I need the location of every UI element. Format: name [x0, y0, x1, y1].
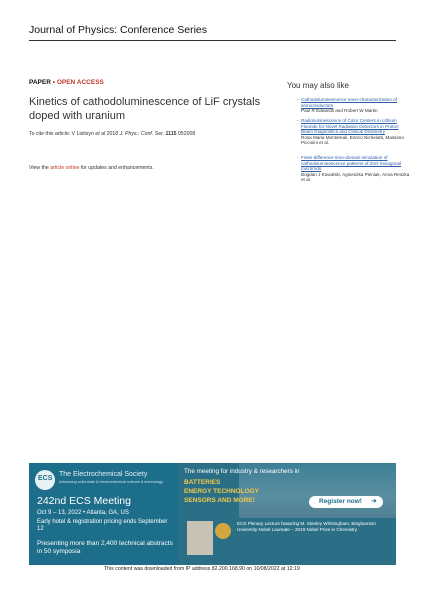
abstracts-count: Presenting more than 2,400 technical abstracts in 50 symposia	[37, 540, 173, 555]
journal-name: Journal of Physics: Conference Series	[29, 24, 208, 36]
bullet-icon: -	[297, 155, 299, 160]
article-title: Kinetics of cathodoluminescence of LiF crystals doped with uranium	[29, 96, 261, 122]
related-item-authors: Bogdan J Kowalski, Agnieszka Pieniak, Anna Reszka et al.	[301, 171, 410, 183]
early-pricing: Early hotel & registration pricing ends September 12	[37, 519, 168, 532]
speaker-portrait	[187, 521, 213, 555]
highlight-energy: ENERGY TECHNOLOGY	[184, 488, 260, 495]
register-label: Register now!	[319, 497, 362, 505]
related-item	[297, 118, 411, 146]
article-online-link[interactable]: article online	[50, 165, 80, 171]
cite-etal: et al	[95, 131, 106, 137]
view-online-line	[29, 165, 269, 171]
related-item-title[interactable]: Finite-difference time-domain simulation of cathodoluminescence patterns of ZnO hexagonal microrods	[301, 155, 402, 172]
paper-label: PAPER	[29, 79, 51, 86]
cite-volume: 1115	[164, 131, 177, 137]
arrow-right-icon: ➜	[371, 498, 377, 505]
view-suffix: for updates and enhancements.	[79, 165, 154, 171]
open-access-label: OPEN ACCESS	[56, 79, 104, 86]
citation	[29, 131, 269, 137]
bullet-icon: -	[297, 118, 299, 123]
related-item	[297, 155, 411, 183]
view-prefix: View the	[29, 165, 51, 171]
register-now-button[interactable]	[309, 496, 383, 508]
related-heading: You may also like	[287, 81, 349, 90]
highlight-sensors: SENSORS AND MORE!	[184, 497, 255, 504]
cite-number: 052008	[176, 131, 196, 137]
related-item-title[interactable]: Cathodoluminescence nano-characterization of semiconductors	[301, 97, 398, 108]
ecs-advert-banner[interactable]	[29, 463, 396, 565]
related-item-authors: Paul R Edwards and Robert W Martin	[301, 108, 378, 114]
nobel-medal-icon	[215, 523, 231, 539]
cite-prefix: To cite this article: V Lisitsyn	[29, 131, 96, 137]
society-title: The Electrochemical Society	[59, 471, 148, 478]
society-name	[59, 471, 169, 484]
cite-journal: J. Phys.: Conf. Ser.	[119, 131, 165, 137]
badge-separator: •	[50, 79, 57, 86]
ecs-logo-text: ECS	[38, 475, 53, 482]
download-footer: This content was downloaded from IP address 82.200.168.90 on 10/08/2022 at 12:19	[104, 566, 300, 572]
ecs-logo	[35, 470, 55, 490]
meeting-dates: Oct 9 – 13, 2022 • Atlanta, GA, US	[37, 510, 129, 516]
society-subtitle: Advancing solid state & electrochemical science & technology	[59, 479, 163, 484]
banner-right-panel	[179, 463, 396, 565]
banner-tagline: The meeting for industry & researchers in	[184, 468, 300, 475]
article-badge	[29, 79, 104, 86]
header-rule	[29, 40, 396, 41]
related-item	[297, 97, 411, 114]
highlight-batteries: BATTERIES	[184, 479, 221, 486]
plenary-lecture-text: ECS Plenary Lecture featuring M. Stanley Whittingham, Binghamton University Nobel Laureate – 2019 Nobel Prize in Chemistry	[237, 521, 376, 532]
related-item-title[interactable]: Radioluminescence of Color Centers in Lithium Fluoride for Novel Radiation Detectors in Proton Beam Diagnostics and Clinical Dosimetry	[301, 118, 399, 135]
meeting-title: 242nd ECS Meeting	[37, 495, 131, 507]
cite-year: 2018	[105, 131, 120, 137]
bullet-icon: -	[297, 97, 299, 102]
related-item-authors: Rosa Maria Montereali, Enrico Nichelatti, Massimo Piccinini et al.	[301, 134, 404, 146]
banner-left-panel	[29, 463, 179, 565]
